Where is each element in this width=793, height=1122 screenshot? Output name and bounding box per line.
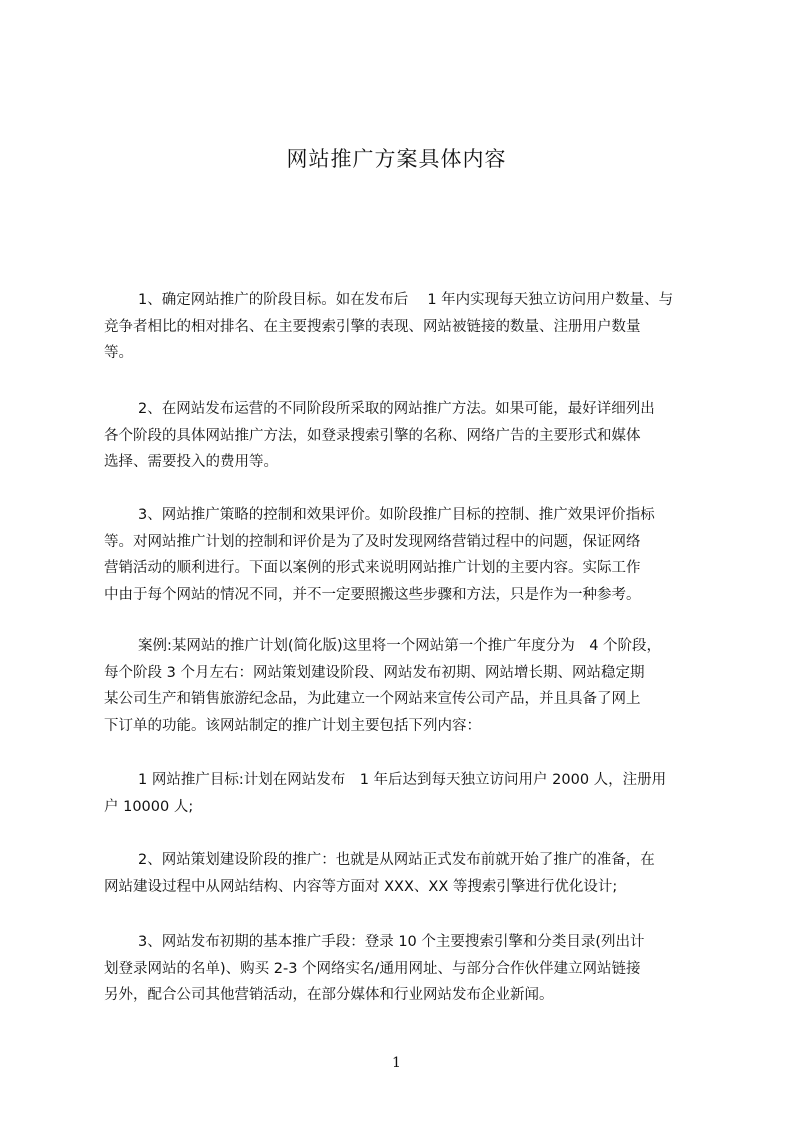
paragraph-line: 每个阶段 3 个月左右：网站策划建设阶段、网站发布初期、网站增长期、网站稳定期	[104, 664, 645, 681]
paragraph-line: 1 网站推广目标:计划在网站发布 1 年后达到每天独立访问用户 2000 人，注册用	[138, 772, 667, 788]
paragraph-promotion-target	[104, 767, 714, 820]
paragraph-launch-stage	[104, 929, 714, 1009]
paragraph-line: 3、网站发布初期的基本推广手段：登录 10 个主要搜索引擎和分类目录(列出计	[138, 934, 645, 950]
paragraph-line: 营销活动的顺利进行。下面以案例的形式来说明网站推广计划的主要内容。实际工作	[104, 560, 641, 576]
paragraph-line: 案例:某网站的推广计划(简化版)这里将一个网站第一个推广年度分为 4 个阶段，	[138, 638, 662, 654]
document-title: 网站推广方案具体内容	[286, 147, 507, 171]
paragraph-line: 等。	[104, 345, 133, 361]
paragraph-line: 选择、需要投入的费用等。	[104, 454, 278, 470]
paragraph-control-evaluation	[104, 502, 714, 608]
page-number: 1	[392, 1055, 401, 1071]
paragraph-line: 中由于每个网站的情况不同，并不一定要照搬这些步骤和方法，只是作为一种参考。	[104, 586, 641, 603]
paragraph-line: 网站建设过程中从网站结构、内容等方面对 XXX、XX 等搜索引擎进行优化设计;	[104, 878, 618, 895]
paragraph-line: 3、网站推广策略的控制和效果评价。如阶段推广目标的控制、推广效果评价指标	[138, 507, 655, 523]
paragraph-promotion-methods	[104, 396, 714, 476]
paragraph-planning-stage	[104, 847, 714, 900]
paragraph-line: 等。对网站推广计划的控制和评价是为了及时发现网络营销过程中的问题，保证网络	[104, 533, 641, 550]
paragraph-line: 竞争者相比的相对排名、在主要搜索引擎的表现、网站被链接的数量、注册用户数量	[104, 318, 641, 335]
paragraph-line: 某公司生产和销售旅游纪念品，为此建立一个网站来宣传公司产品，并且具备了网上	[104, 691, 641, 707]
paragraph-line: 各个阶段的具体网站推广方法，如登录搜索引擎的名称、网络广告的主要形式和媒体	[104, 427, 641, 444]
paragraph-line: 户 10000 人;	[104, 798, 194, 815]
paragraph-line: 2、在网站发布运营的不同阶段所采取的网站推广方法。如果可能，最好详细列出	[138, 401, 655, 417]
paragraph-line: 另外，配合公司其他营销活动，在部分媒体和行业网站发布企业新闻。	[104, 987, 554, 1003]
paragraph-case-study	[104, 633, 714, 739]
paragraph-line: 下订单的功能。该网站制定的推广计划主要包括下列内容：	[104, 717, 481, 734]
paragraph-line: 2、网站策划建设阶段的推广：也就是从网站正式发布前就开始了推广的准备，在	[138, 852, 655, 868]
paragraph-line: 划登录网站的名单)、购买 2-3 个网络实名/通用网址、与部分合作伙伴建立网站链接	[104, 960, 641, 977]
paragraph-stage-goals	[104, 287, 714, 367]
paragraph-line: 1、确定网站推广的阶段目标。如在发布后 1 年内实现每天独立访问用户数量、与	[138, 292, 674, 308]
